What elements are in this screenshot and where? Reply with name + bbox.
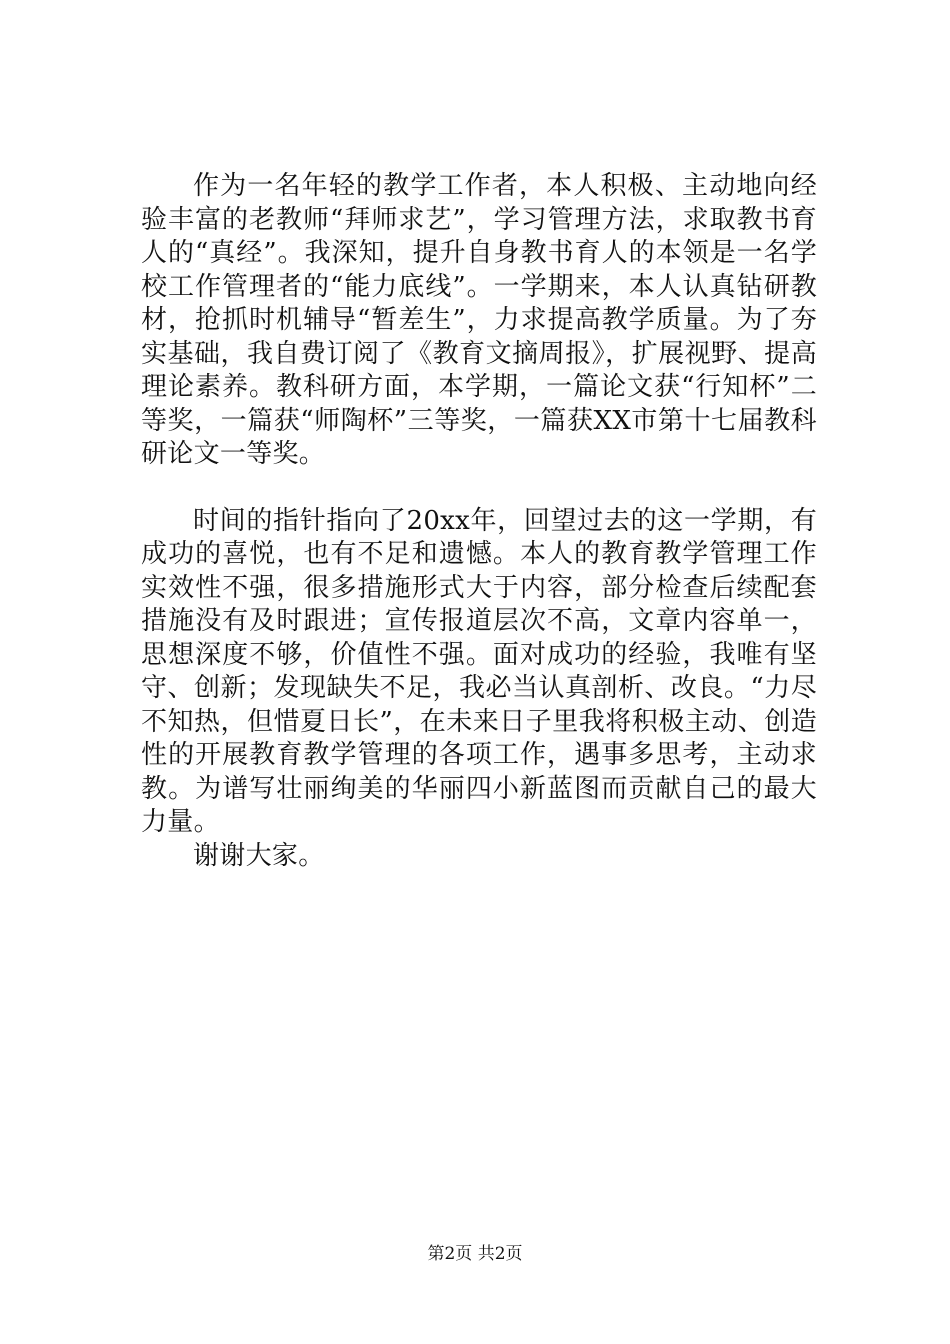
page-footer [0,1243,950,1265]
paragraph-reflection: 时间的指针指向了20xx年，回望过去的这一学期，有成功的喜悦，也有不足和遗憾。本人的教育教学管理工作实效性不强，很多措施形式大于内容，部分检查后续配套措施没有及时跟进；宣传报道层次不高，文章内容单一，思想深度不够，价值性不强。面对成功的经验，我唯有坚守、创新；发现缺失不足，我必当认真剖析、改良。“力尽不知热，但惜夏日长”，在未来日子里我将积极主动、创造性的开展教育教学管理的各项工作，遇事多思考，主动求教。为谱写壮丽绚美的华丽四小新蓝图而贡献自己的最大力量。 [141,505,817,837]
closing-thanks: 谢谢大家。 [193,840,325,871]
paragraph-teaching-work: 作为一名年轻的教学工作者，本人积极、主动地向经验丰富的老教师“拜师求艺”，学习管理方法，求取教书育人的“真经”。我深知，提升自身教书育人的本领是一名学校工作管理者的“能力底线”。一学期来，本人认真钻研教材，抢抓时机辅导“暂差生”，力求提高教学质量。为了夯实基础，我自费订阅了《教育文摘周报》，扩展视野、提高理论素养。教科研方面，本学期，一篇论文获“行知杯”二等奖，一篇获“师陶杯”三等奖，一篇获XX市第十七届教科研论文一等奖。 [141,171,817,469]
page-number-label: 第2页 共2页 [427,1244,523,1264]
document-body [141,170,817,873]
